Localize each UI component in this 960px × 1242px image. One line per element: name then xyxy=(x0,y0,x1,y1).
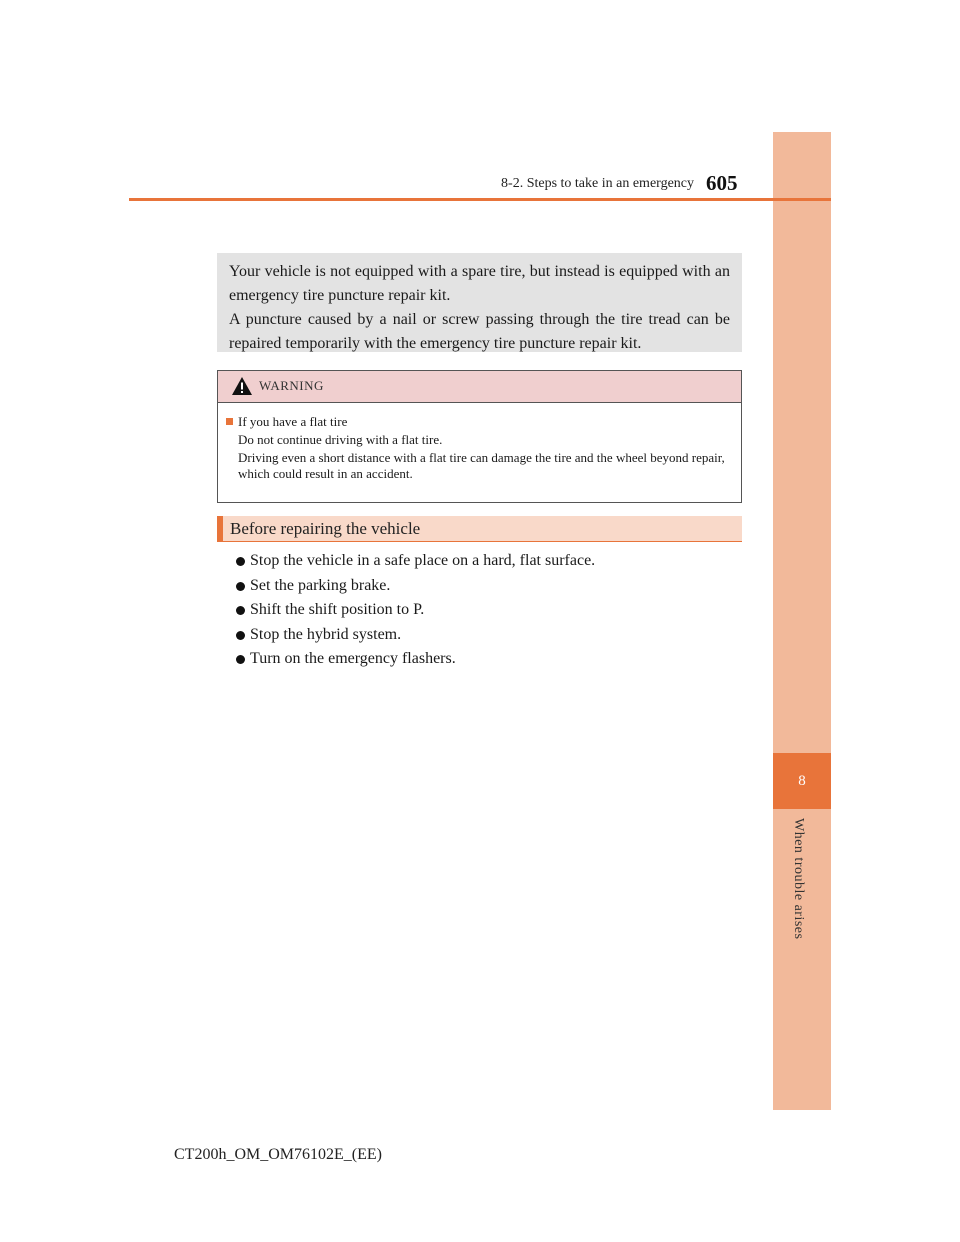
warning-line: Do not continue driving with a flat tire. xyxy=(238,432,443,447)
bullet-dot-icon xyxy=(236,582,245,591)
step-text: Turn on the emergency flashers. xyxy=(250,650,456,667)
page-number: 605 xyxy=(706,171,738,195)
bullet-dot-icon xyxy=(236,557,245,566)
warning-header xyxy=(218,371,741,403)
chapter-number: 8 xyxy=(773,753,831,809)
header-divider xyxy=(129,198,831,201)
intro-paragraph: A puncture caused by a nail or screw passing through the tire tread can be repaired temporarily with the emergency tire puncture repair kit. xyxy=(229,311,730,352)
steps-list xyxy=(236,549,595,672)
bullet-dot-icon xyxy=(236,655,245,664)
list-item xyxy=(236,623,595,647)
step-text: Stop the vehicle in a safe place on a hard, flat surface. xyxy=(250,552,596,569)
section-heading-title: Before repairing the vehicle xyxy=(230,519,421,538)
section-heading xyxy=(217,516,742,542)
warning-triangle-icon xyxy=(231,376,253,396)
step-text: Shift the shift position to P. xyxy=(250,601,425,618)
warning-item-title xyxy=(226,414,733,430)
chapter-side-tab xyxy=(773,132,831,1110)
list-item xyxy=(236,598,595,622)
chapter-title: When trouble arises xyxy=(791,818,806,940)
list-item xyxy=(236,574,595,598)
square-bullet-icon xyxy=(226,418,233,425)
list-item xyxy=(236,549,595,573)
document-code: CT200h_OM_OM76102E_(EE) xyxy=(174,1146,382,1163)
section-heading-bar xyxy=(217,516,223,542)
warning-item-title-text: If you have a flat tire xyxy=(238,414,348,429)
warning-body xyxy=(218,403,741,482)
list-item xyxy=(236,647,595,671)
intro-box xyxy=(217,253,742,352)
bullet-dot-icon xyxy=(236,631,245,640)
step-text: Set the parking brake. xyxy=(250,576,391,594)
warning-text xyxy=(226,432,733,482)
warning-title: WARNING xyxy=(259,378,324,393)
warning-line: Driving even a short distance with a flat tire can damage the tire and the wheel beyond repair, which could result in an accident. xyxy=(238,450,725,481)
step-text: Stop the hybrid system. xyxy=(250,625,402,643)
bullet-dot-icon xyxy=(236,606,245,615)
running-header-section: 8-2. Steps to take in an emergency xyxy=(501,176,694,191)
warning-box xyxy=(217,370,742,503)
intro-paragraph: Your vehicle is not equipped with a spare tire, but instead is equipped with an emergency tire puncture repair kit. xyxy=(229,263,730,304)
